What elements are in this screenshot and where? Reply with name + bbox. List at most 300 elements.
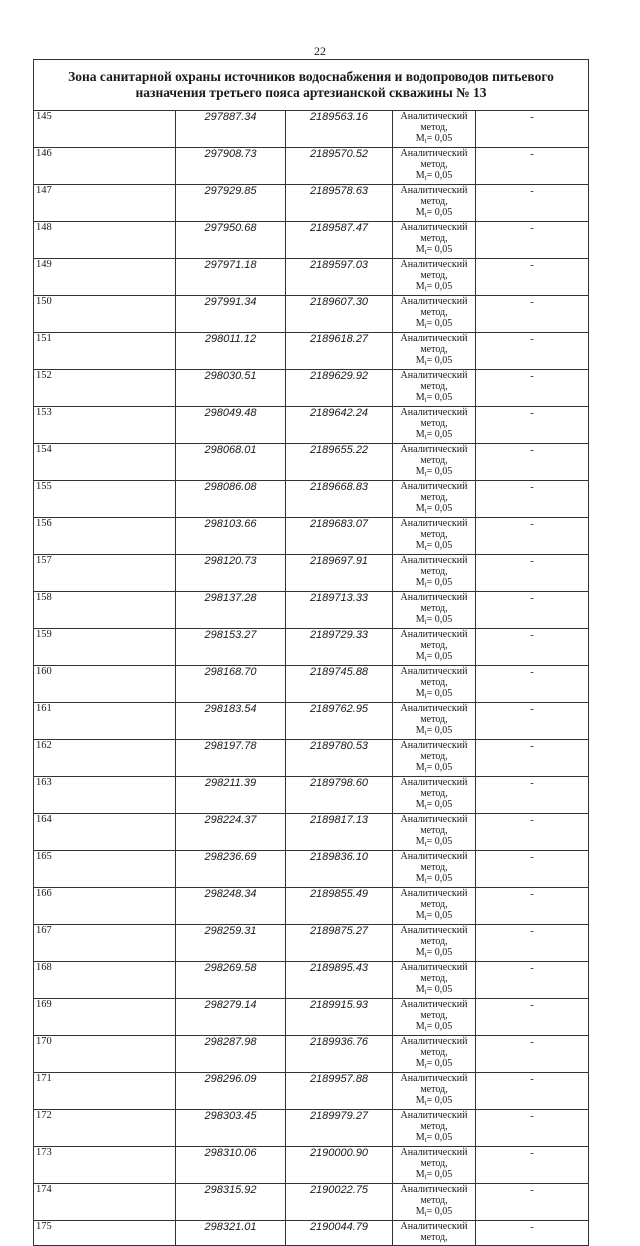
- accuracy-var: M: [415, 762, 425, 773]
- table-body: [34, 60, 589, 1246]
- accuracy-var: M: [415, 318, 425, 329]
- coord-y: 2189798.60: [286, 777, 393, 814]
- coord-y: 2189762.95: [286, 703, 393, 740]
- accuracy-formula: [393, 466, 475, 480]
- point-number: 154: [34, 444, 176, 481]
- accuracy-subscript: t: [424, 840, 427, 848]
- error-mark: -: [476, 777, 589, 814]
- error-mark: -: [476, 1184, 589, 1221]
- error-mark: -: [476, 1073, 589, 1110]
- error-mark: -: [476, 296, 589, 333]
- accuracy-formula: [393, 799, 475, 813]
- method-cell: [393, 851, 476, 888]
- method-label: Аналитический метод,: [400, 222, 468, 244]
- accuracy-formula: [393, 244, 475, 258]
- error-mark: -: [476, 666, 589, 703]
- coord-x: 298049.48: [176, 407, 286, 444]
- accuracy-var: M: [415, 503, 425, 514]
- point-number: 163: [34, 777, 176, 814]
- accuracy-subscript: t: [424, 655, 427, 663]
- coord-x: 298279.14: [176, 999, 286, 1036]
- accuracy-var: M: [415, 1132, 425, 1143]
- accuracy-value: = 0,05: [426, 947, 453, 958]
- coord-y: 2189895.43: [286, 962, 393, 999]
- accuracy-var: M: [415, 170, 425, 181]
- table-row: [34, 481, 589, 518]
- accuracy-subscript: t: [424, 914, 427, 922]
- method-label: Аналитический метод,: [400, 1184, 468, 1206]
- accuracy-value: = 0,05: [426, 651, 453, 662]
- accuracy-formula: [393, 1095, 475, 1109]
- accuracy-var: M: [415, 836, 425, 847]
- accuracy-var: M: [415, 725, 425, 736]
- table-row: [34, 148, 589, 185]
- method-cell: [393, 629, 476, 666]
- accuracy-value: = 0,05: [426, 1132, 453, 1143]
- method-label: Аналитический метод,: [400, 999, 468, 1021]
- accuracy-subscript: t: [424, 544, 427, 552]
- accuracy-formula: [393, 207, 475, 221]
- method-cell: [393, 740, 476, 777]
- method-cell: [393, 777, 476, 814]
- method-label: Аналитический метод,: [400, 592, 468, 614]
- coord-y: 2189915.93: [286, 999, 393, 1036]
- error-mark: -: [476, 888, 589, 925]
- point-number: 165: [34, 851, 176, 888]
- error-mark: -: [476, 444, 589, 481]
- error-mark: -: [476, 703, 589, 740]
- accuracy-subscript: t: [424, 322, 427, 330]
- accuracy-subscript: t: [424, 248, 427, 256]
- method-cell: [393, 370, 476, 407]
- accuracy-formula: [393, 836, 475, 850]
- table-row: [34, 888, 589, 925]
- accuracy-value: = 0,05: [426, 429, 453, 440]
- accuracy-value: = 0,05: [426, 318, 453, 329]
- error-mark: -: [476, 370, 589, 407]
- coord-y: 2189817.13: [286, 814, 393, 851]
- method-cell: [393, 222, 476, 259]
- point-number: 164: [34, 814, 176, 851]
- accuracy-var: M: [415, 466, 425, 477]
- accuracy-formula: [393, 429, 475, 443]
- table-row: [34, 296, 589, 333]
- table-row: [34, 999, 589, 1036]
- error-mark: -: [476, 962, 589, 999]
- point-number: 161: [34, 703, 176, 740]
- method-cell: [393, 555, 476, 592]
- error-mark: -: [476, 851, 589, 888]
- coord-x: 298224.37: [176, 814, 286, 851]
- method-label: Аналитический метод,: [400, 740, 468, 762]
- accuracy-formula: [393, 170, 475, 184]
- method-cell: [393, 703, 476, 740]
- accuracy-subscript: t: [424, 211, 427, 219]
- accuracy-formula: [393, 1132, 475, 1146]
- error-mark: -: [476, 592, 589, 629]
- accuracy-formula: [393, 947, 475, 961]
- accuracy-subscript: t: [424, 729, 427, 737]
- coord-x: 298197.78: [176, 740, 286, 777]
- accuracy-value: = 0,05: [426, 762, 453, 773]
- method-label: Аналитический метод,: [400, 111, 468, 133]
- accuracy-var: M: [415, 1058, 425, 1069]
- accuracy-formula: [393, 614, 475, 628]
- accuracy-value: = 0,05: [426, 688, 453, 699]
- method-label: Аналитический метод,: [400, 185, 468, 207]
- accuracy-value: = 0,05: [426, 799, 453, 810]
- accuracy-var: M: [415, 688, 425, 699]
- table-row: [34, 444, 589, 481]
- point-number: 160: [34, 666, 176, 703]
- coord-x: 298248.34: [176, 888, 286, 925]
- accuracy-subscript: t: [424, 507, 427, 515]
- point-number: 170: [34, 1036, 176, 1073]
- accuracy-var: M: [415, 577, 425, 588]
- method-cell: [393, 888, 476, 925]
- coord-x: 298259.31: [176, 925, 286, 962]
- accuracy-formula: [393, 762, 475, 776]
- coord-x: 298287.98: [176, 1036, 286, 1073]
- accuracy-subscript: t: [424, 618, 427, 626]
- coord-x: 298120.73: [176, 555, 286, 592]
- error-mark: -: [476, 148, 589, 185]
- coord-y: 2189836.10: [286, 851, 393, 888]
- accuracy-value: = 0,05: [426, 355, 453, 366]
- point-number: 147: [34, 185, 176, 222]
- table-row: [34, 962, 589, 999]
- coord-x: 298269.58: [176, 962, 286, 999]
- coord-y: 2189936.76: [286, 1036, 393, 1073]
- coord-y: 2189683.07: [286, 518, 393, 555]
- accuracy-subscript: t: [424, 1025, 427, 1033]
- coord-x: 298137.28: [176, 592, 286, 629]
- method-label: Аналитический метод,: [400, 370, 468, 392]
- error-mark: -: [476, 222, 589, 259]
- method-label: Аналитический метод,: [400, 444, 468, 466]
- method-cell: [393, 1110, 476, 1147]
- method-label: Аналитический метод,: [400, 814, 468, 836]
- method-label: Аналитический метод,: [400, 481, 468, 503]
- accuracy-var: M: [415, 244, 425, 255]
- point-number: 175: [34, 1221, 176, 1246]
- point-number: 151: [34, 333, 176, 370]
- table-row: [34, 333, 589, 370]
- accuracy-value: = 0,05: [426, 503, 453, 514]
- method-label: Аналитический метод,: [400, 1147, 468, 1169]
- point-number: 158: [34, 592, 176, 629]
- accuracy-subscript: t: [424, 803, 427, 811]
- method-cell: [393, 185, 476, 222]
- point-number: 157: [34, 555, 176, 592]
- accuracy-subscript: t: [424, 174, 427, 182]
- coord-y: 2189607.30: [286, 296, 393, 333]
- point-number: 166: [34, 888, 176, 925]
- coord-x: 298310.06: [176, 1147, 286, 1184]
- method-cell: [393, 925, 476, 962]
- method-cell: [393, 814, 476, 851]
- accuracy-formula: [393, 1058, 475, 1072]
- error-mark: -: [476, 407, 589, 444]
- coord-x: 297991.34: [176, 296, 286, 333]
- point-number: 155: [34, 481, 176, 518]
- accuracy-value: = 0,05: [426, 1169, 453, 1180]
- method-cell: [393, 592, 476, 629]
- accuracy-subscript: t: [424, 1099, 427, 1107]
- coord-y: 2189729.33: [286, 629, 393, 666]
- table-row: [34, 555, 589, 592]
- coord-x: 297929.85: [176, 185, 286, 222]
- accuracy-subscript: t: [424, 359, 427, 367]
- table-row: [34, 222, 589, 259]
- table-row: [34, 407, 589, 444]
- point-number: 173: [34, 1147, 176, 1184]
- coord-y: 2189587.47: [286, 222, 393, 259]
- accuracy-value: = 0,05: [426, 244, 453, 255]
- coord-y: 2189875.27: [286, 925, 393, 962]
- accuracy-subscript: t: [424, 470, 427, 478]
- accuracy-value: = 0,05: [426, 1206, 453, 1217]
- coord-x: 297971.18: [176, 259, 286, 296]
- point-number: 150: [34, 296, 176, 333]
- accuracy-formula: [393, 540, 475, 554]
- method-label: Аналитический метод,: [400, 703, 468, 725]
- table-row: [34, 629, 589, 666]
- accuracy-value: = 0,05: [426, 392, 453, 403]
- accuracy-var: M: [415, 614, 425, 625]
- accuracy-subscript: t: [424, 1173, 427, 1181]
- method-label: Аналитический метод,: [400, 1073, 468, 1095]
- point-number: 152: [34, 370, 176, 407]
- accuracy-value: = 0,05: [426, 910, 453, 921]
- accuracy-subscript: t: [424, 951, 427, 959]
- table-row: [34, 851, 589, 888]
- accuracy-subscript: t: [424, 581, 427, 589]
- accuracy-var: M: [415, 281, 425, 292]
- error-mark: -: [476, 518, 589, 555]
- table-row: [34, 518, 589, 555]
- point-number: 159: [34, 629, 176, 666]
- accuracy-var: M: [415, 355, 425, 366]
- coord-x: 298296.09: [176, 1073, 286, 1110]
- accuracy-var: M: [415, 910, 425, 921]
- error-mark: -: [476, 740, 589, 777]
- accuracy-formula: [393, 1021, 475, 1035]
- accuracy-formula: [393, 725, 475, 739]
- accuracy-var: M: [415, 651, 425, 662]
- coord-x: 298321.01: [176, 1221, 286, 1246]
- coord-x: 298183.54: [176, 703, 286, 740]
- method-cell: [393, 333, 476, 370]
- coord-x: 297887.34: [176, 111, 286, 148]
- table-row: [34, 666, 589, 703]
- table-row: [34, 592, 589, 629]
- accuracy-value: = 0,05: [426, 984, 453, 995]
- table-row: [34, 259, 589, 296]
- coord-y: 2189655.22: [286, 444, 393, 481]
- error-mark: -: [476, 925, 589, 962]
- method-cell: [393, 111, 476, 148]
- coord-y: 2189957.88: [286, 1073, 393, 1110]
- accuracy-value: = 0,05: [426, 614, 453, 625]
- error-mark: -: [476, 333, 589, 370]
- accuracy-var: M: [415, 1021, 425, 1032]
- table-row: [34, 703, 589, 740]
- method-label: Аналитический метод,: [400, 518, 468, 540]
- error-mark: -: [476, 1221, 589, 1246]
- coord-y: 2189570.52: [286, 148, 393, 185]
- error-mark: -: [476, 629, 589, 666]
- method-cell: [393, 1147, 476, 1184]
- accuracy-subscript: t: [424, 1062, 427, 1070]
- coord-y: 2190022.75: [286, 1184, 393, 1221]
- accuracy-formula: [393, 503, 475, 517]
- method-label: Аналитический метод,: [400, 333, 468, 355]
- accuracy-value: = 0,05: [426, 207, 453, 218]
- coord-y: 2189618.27: [286, 333, 393, 370]
- coord-x: 298168.70: [176, 666, 286, 703]
- coord-y: 2189563.16: [286, 111, 393, 148]
- error-mark: -: [476, 1110, 589, 1147]
- method-label: Аналитический метод,: [400, 148, 468, 170]
- accuracy-value: = 0,05: [426, 1021, 453, 1032]
- error-mark: -: [476, 1036, 589, 1073]
- accuracy-subscript: t: [424, 1210, 427, 1218]
- accuracy-formula: [393, 281, 475, 295]
- accuracy-subscript: t: [424, 766, 427, 774]
- accuracy-var: M: [415, 799, 425, 810]
- accuracy-value: = 0,05: [426, 133, 453, 144]
- accuracy-value: = 0,05: [426, 1095, 453, 1106]
- page-number: 22: [314, 44, 326, 58]
- coord-x: 297950.68: [176, 222, 286, 259]
- coord-x: 298011.12: [176, 333, 286, 370]
- accuracy-var: M: [415, 540, 425, 551]
- coord-y: 2189642.24: [286, 407, 393, 444]
- accuracy-subscript: t: [424, 396, 427, 404]
- method-label: Аналитический метод,: [400, 851, 468, 873]
- method-label: Аналитический метод,: [400, 407, 468, 429]
- method-cell: [393, 296, 476, 333]
- method-cell: [393, 407, 476, 444]
- accuracy-var: M: [415, 947, 425, 958]
- table-row: [34, 777, 589, 814]
- point-number: 153: [34, 407, 176, 444]
- accuracy-var: M: [415, 429, 425, 440]
- accuracy-value: = 0,05: [426, 1058, 453, 1069]
- accuracy-formula: [393, 651, 475, 665]
- method-label: Аналитический метод,: [400, 259, 468, 281]
- point-number: 162: [34, 740, 176, 777]
- method-cell: [393, 518, 476, 555]
- title-row: [34, 60, 589, 111]
- coord-x: 298086.08: [176, 481, 286, 518]
- accuracy-var: M: [415, 1095, 425, 1106]
- table-row: [34, 925, 589, 962]
- method-cell: [393, 999, 476, 1036]
- accuracy-value: = 0,05: [426, 873, 453, 884]
- accuracy-var: M: [415, 984, 425, 995]
- table-row: [34, 1221, 589, 1246]
- point-number: 169: [34, 999, 176, 1036]
- method-label: Аналитический метод,: [400, 777, 468, 799]
- method-label: Аналитический метод,: [400, 666, 468, 688]
- table-row: [34, 1110, 589, 1147]
- method-cell: [393, 259, 476, 296]
- accuracy-value: = 0,05: [426, 170, 453, 181]
- accuracy-subscript: t: [424, 1136, 427, 1144]
- coord-y: 2189713.33: [286, 592, 393, 629]
- accuracy-formula: [393, 318, 475, 332]
- accuracy-formula: [393, 133, 475, 147]
- coord-y: 2189629.92: [286, 370, 393, 407]
- accuracy-subscript: t: [424, 285, 427, 293]
- accuracy-value: = 0,05: [426, 725, 453, 736]
- accuracy-var: M: [415, 133, 425, 144]
- coord-x: 298315.92: [176, 1184, 286, 1221]
- accuracy-formula: [393, 1169, 475, 1183]
- accuracy-value: = 0,05: [426, 540, 453, 551]
- accuracy-value: = 0,05: [426, 281, 453, 292]
- accuracy-var: M: [415, 1206, 425, 1217]
- method-cell: [393, 1221, 476, 1246]
- table-row: [34, 370, 589, 407]
- accuracy-var: M: [415, 207, 425, 218]
- method-label: Аналитический метод,: [400, 888, 468, 910]
- method-label: Аналитический метод,: [400, 1221, 468, 1243]
- method-label: Аналитический метод,: [400, 962, 468, 984]
- accuracy-var: M: [415, 392, 425, 403]
- coord-x: 298211.39: [176, 777, 286, 814]
- accuracy-subscript: t: [424, 988, 427, 996]
- method-cell: [393, 1184, 476, 1221]
- accuracy-subscript: t: [424, 877, 427, 885]
- coord-y: 2189780.53: [286, 740, 393, 777]
- error-mark: -: [476, 481, 589, 518]
- accuracy-formula: [393, 910, 475, 924]
- error-mark: -: [476, 814, 589, 851]
- method-cell: [393, 481, 476, 518]
- table-title: Зона санитарной охраны источников водоснабжения и водопроводов питьевого назначения третьего пояса артезианской скважины № 13: [34, 60, 589, 111]
- accuracy-subscript: t: [424, 137, 427, 145]
- coord-y: 2189979.27: [286, 1110, 393, 1147]
- table-row: [34, 1184, 589, 1221]
- coord-y: 2190044.79: [286, 1221, 393, 1246]
- error-mark: -: [476, 185, 589, 222]
- accuracy-value: = 0,05: [426, 836, 453, 847]
- table-row: [34, 185, 589, 222]
- method-cell: [393, 962, 476, 999]
- point-number: 145: [34, 111, 176, 148]
- error-mark: -: [476, 111, 589, 148]
- coord-x: 298068.01: [176, 444, 286, 481]
- accuracy-formula: [393, 1206, 475, 1220]
- coord-y: 2189855.49: [286, 888, 393, 925]
- accuracy-formula: [393, 873, 475, 887]
- coord-x: 298236.69: [176, 851, 286, 888]
- coord-y: 2189597.03: [286, 259, 393, 296]
- point-number: 167: [34, 925, 176, 962]
- coord-x: 298303.45: [176, 1110, 286, 1147]
- table-row: [34, 814, 589, 851]
- coord-y: 2189668.83: [286, 481, 393, 518]
- accuracy-subscript: t: [424, 433, 427, 441]
- table-row: [34, 111, 589, 148]
- point-number: 146: [34, 148, 176, 185]
- point-number: 149: [34, 259, 176, 296]
- method-label: Аналитический метод,: [400, 1036, 468, 1058]
- table-row: [34, 1036, 589, 1073]
